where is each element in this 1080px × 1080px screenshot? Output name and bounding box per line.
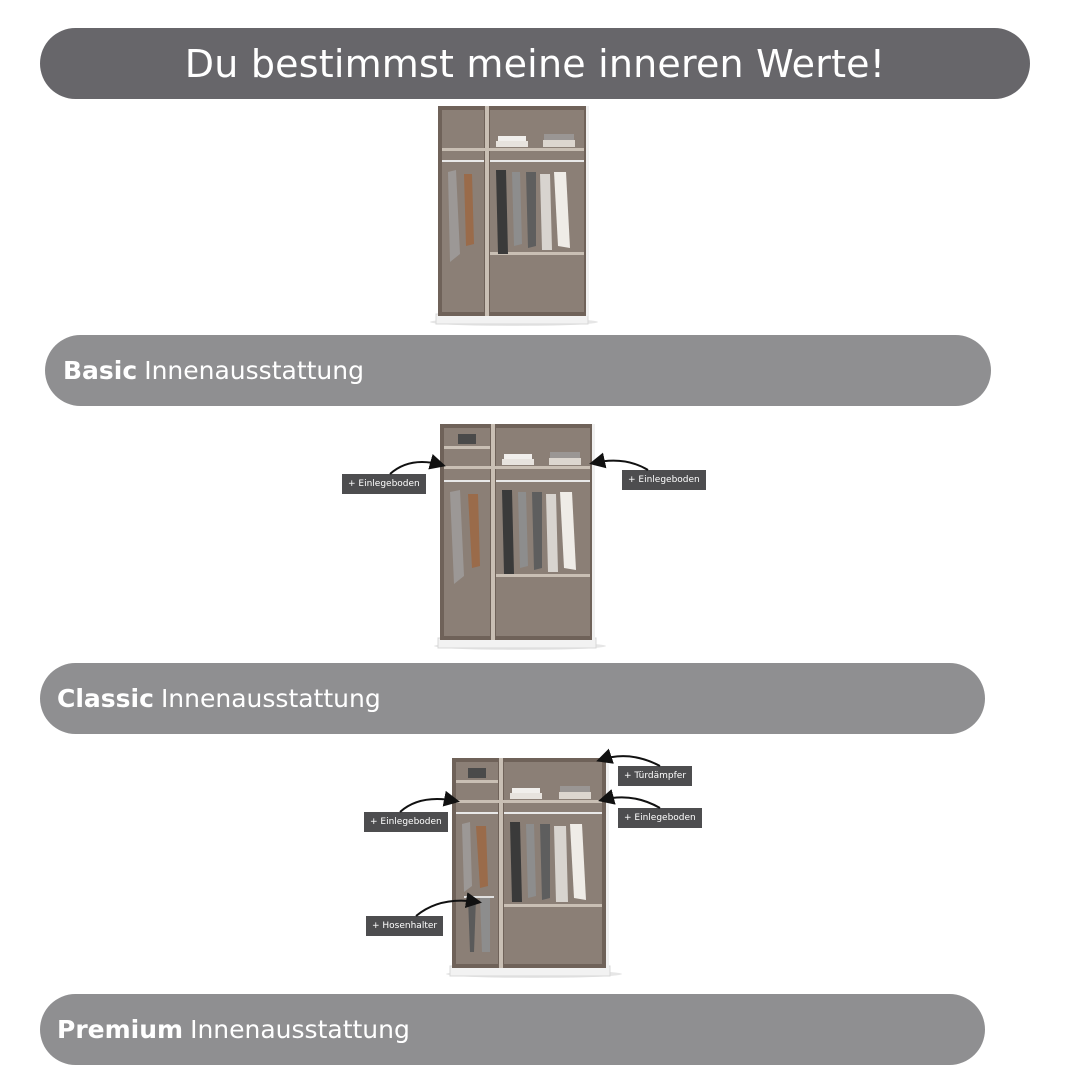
callout-premium-trouser-holder: + Hosenhalter [366, 916, 443, 936]
arrow-classic-right [593, 461, 648, 470]
arrow-premium-door-damper [600, 756, 660, 766]
tier-name-basic: Basic [63, 356, 138, 385]
page-title: Du bestimmst meine inneren Werte! [184, 41, 886, 86]
arrow-premium-right-shelf [602, 797, 660, 808]
tier-suffix-premium: Innenausstattung [190, 1015, 410, 1044]
callout-premium-right-shelf: + Einlegeboden [618, 808, 702, 828]
callout-premium-door-damper: + Türdämpfer [618, 766, 692, 786]
callout-premium-left-shelf: + Einlegeboden [364, 812, 448, 832]
tier-name-premium: Premium [57, 1015, 184, 1044]
arrow-premium-trouser-holder [416, 901, 478, 916]
tier-name-classic: Classic [57, 684, 154, 713]
callout-classic-right-shelf: + Einlegeboden [622, 470, 706, 490]
arrow-premium-left-shelf [400, 799, 456, 812]
tier-suffix-classic: Innenausstattung [160, 684, 381, 713]
callout-classic-left-shelf: + Einlegeboden [342, 474, 426, 494]
tier-suffix-basic: Innenausstattung [144, 356, 364, 385]
arrow-classic-left [390, 462, 442, 474]
